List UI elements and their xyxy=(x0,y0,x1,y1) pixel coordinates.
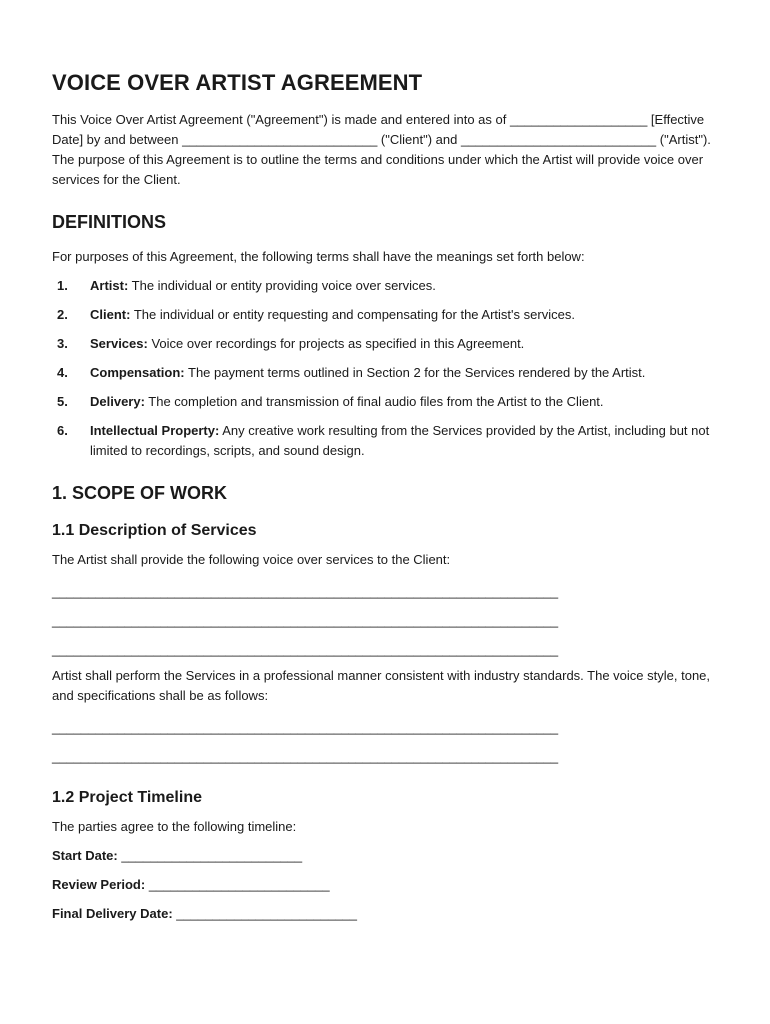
timeline-lead: The parties agree to the following timeline: xyxy=(52,819,297,834)
definition-term: Services: xyxy=(90,336,148,351)
scope-heading: 1. SCOPE OF WORK xyxy=(52,483,228,503)
definition-term: Intellectual Property: xyxy=(90,423,220,438)
definition-text: The completion and transmission of final audio files from the Artist to the Client. xyxy=(144,394,604,409)
document-title: VOICE OVER ARTIST AGREEMENT xyxy=(52,70,423,95)
final-delivery-label: Final Delivery Date: xyxy=(52,906,173,921)
definitions-heading: DEFINITIONS xyxy=(52,212,167,232)
definition-text: The individual or entity requesting and compensating for the Artist's services. xyxy=(130,307,575,322)
definition-item xyxy=(52,334,722,354)
services-blank-line[interactable]: ______________________________________________________________________ xyxy=(52,613,559,628)
final-delivery-row xyxy=(52,904,722,924)
style-blank-line[interactable]: ______________________________________________________________________ xyxy=(52,720,559,735)
definitions-lead: For purposes of this Agreement, the following terms shall have the meanings set forth below: xyxy=(52,249,585,264)
definition-item xyxy=(52,421,722,461)
review-period-row xyxy=(52,875,722,895)
review-period-field[interactable]: _________________________ xyxy=(145,877,330,892)
review-period-label: Review Period: xyxy=(52,877,146,892)
definition-number: 1. xyxy=(57,278,68,293)
definition-term: Artist: xyxy=(90,278,129,293)
definition-item xyxy=(52,363,722,383)
definition-item xyxy=(52,276,722,296)
timeline-subheading: 1.2 Project Timeline xyxy=(52,789,202,806)
definition-term: Delivery: xyxy=(90,394,145,409)
style-blank-line[interactable]: ______________________________________________________________________ xyxy=(52,749,559,764)
final-delivery-field[interactable]: _________________________ xyxy=(172,906,358,921)
definition-text: The individual or entity providing voice over services. xyxy=(128,278,436,293)
definition-number: 2. xyxy=(57,307,68,322)
description-subheading: 1.1 Description of Services xyxy=(52,522,257,539)
start-date-label: Start Date: xyxy=(52,848,118,863)
definition-number: 4. xyxy=(57,365,68,380)
definition-number: 6. xyxy=(57,423,68,438)
start-date-row xyxy=(52,846,722,866)
definition-number: 3. xyxy=(57,336,68,351)
services-blank-line[interactable]: ______________________________________________________________________ xyxy=(52,642,559,657)
definition-text: Voice over recordings for projects as specified in this Agreement. xyxy=(147,336,525,351)
definitions-list xyxy=(52,276,722,461)
definition-term: Client: xyxy=(90,307,131,322)
definition-number: 5. xyxy=(57,394,68,409)
document-page xyxy=(52,70,722,924)
definition-item xyxy=(52,392,722,412)
description-lead: The Artist shall provide the following voice over services to the Client: xyxy=(52,552,451,567)
start-date-field[interactable]: _________________________ xyxy=(117,848,303,863)
services-blank-line[interactable]: ______________________________________________________________________ xyxy=(52,584,559,599)
intro-paragraph: This Voice Over Artist Agreement ("Agreement") is made and entered into as of ___________________ [Effective Date] by and between ___________________________ ("Client") and ___________________________ ("Artist"). The purpose of this Agreement is to outline the terms and conditions under which the Artist will provide voice over services for the Client. xyxy=(52,112,711,187)
definition-text: The payment terms outlined in Section 2 for the Services rendered by the Artist. xyxy=(184,365,646,380)
definition-item xyxy=(52,305,722,325)
perform-paragraph: Artist shall perform the Services in a professional manner consistent with industry standards. The voice style, tone, and specifications shall be as follows: xyxy=(52,668,711,703)
definition-text: Any creative work resulting from the Services provided by the Artist, including but not limited to recordings, scripts, and sound design. xyxy=(90,423,710,458)
definition-term: Compensation: xyxy=(90,365,185,380)
